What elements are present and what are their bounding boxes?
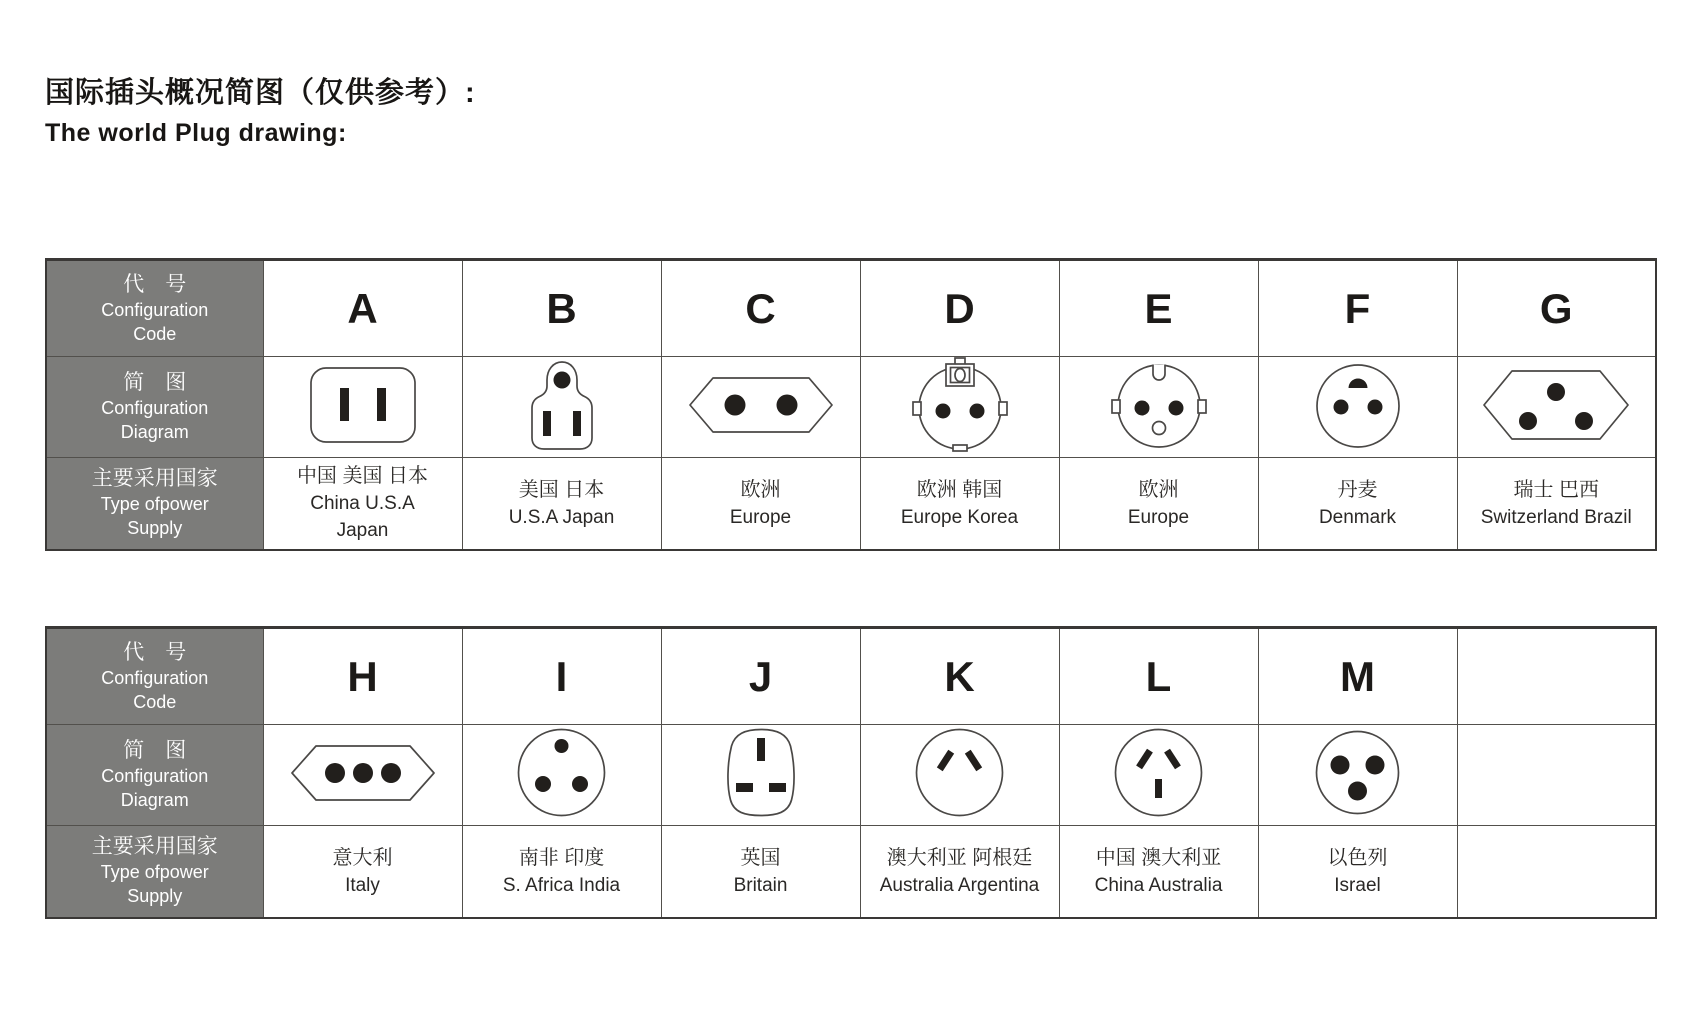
row-header-code-zh: 代 号 [123,272,187,296]
page-title-zh: 国际插头概况简图（仅供参考）: [45,77,476,109]
code-cell-h: H [263,628,462,725]
row-header-diagram-en2: Diagram [120,422,189,442]
page-title-en: The world Plug drawing: [45,119,347,147]
supply-en: Israel [1334,874,1381,896]
row-header-diagram-en2: Diagram [120,790,189,810]
supply-en: Europe [1127,506,1190,528]
plug-type-b-icon [522,359,602,451]
supply-cell-c [661,458,860,550]
supply-en: China Australia [1094,874,1223,896]
supply-cell-m [1258,826,1457,918]
row-header-code [46,260,263,357]
row-header-code [46,628,263,725]
supply-en: Europe [729,506,792,528]
supply-cell-l [1059,826,1258,918]
supply-cell-h [263,826,462,918]
supply-zh: 意大利 [332,846,393,869]
diagram-cell-h [263,725,462,826]
row-header-diagram [46,725,263,826]
supply-cell-e [1059,458,1258,550]
supply-zh: 瑞士 巴西 [1513,478,1600,501]
diagram-cell-i [462,725,661,826]
supply-zh: 中国 澳大利亚 [1095,846,1222,869]
row-header-diagram [46,357,263,458]
supply-zh: 以色列 [1327,846,1388,869]
supply-zh: 欧洲 [740,478,781,501]
code-cell-k: K [860,628,1059,725]
supply-zh: 中国 美国 日本 [296,465,429,488]
code-cell-a: A [263,260,462,357]
diagram-cell-l [1059,725,1258,826]
plug-type-m-icon [1310,725,1405,820]
row-header-supply-en2: Supply [127,886,183,907]
supply-cell-f [1258,458,1457,550]
plug-type-h-icon [287,741,439,805]
plug-type-c-icon [685,373,837,437]
row-header-diagram-en1: Configuration [101,398,209,418]
plug-table-upper [45,258,1657,551]
diagram-cell-k [860,725,1059,826]
supply-en: U.S.A Japan [508,506,615,528]
supply-cell-empty [1457,826,1656,918]
diagram-cell-m [1258,725,1457,826]
supply-en: Australia Argentina [879,874,1040,896]
diagram-cell-a [263,357,462,458]
supply-cell-a [263,458,462,550]
supply-en: S. Africa India [502,874,621,896]
code-cell-f: F [1258,260,1457,357]
diagram-cell-empty [1457,725,1656,826]
supply-zh: 欧洲 韩国 [916,478,1003,501]
row-header-diagram-zh: 简 图 [123,371,187,394]
row-header-supply-en2: Supply [127,518,183,539]
diagram-cell-j [661,725,860,826]
diagram-cell-d [860,357,1059,458]
plug-table-lower [45,626,1657,919]
code-cell-i: I [462,628,661,725]
supply-cell-k [860,826,1059,918]
diagram-cell-c [661,357,860,458]
plug-type-l-icon [1111,725,1206,820]
diagram-cell-g [1457,357,1656,458]
supply-zh: 美国 日本 [518,478,605,501]
code-cell-g: G [1457,260,1656,357]
plug-type-f-icon [1310,357,1406,452]
supply-en: Europe Korea [900,506,1019,528]
row-header-supply [46,458,263,550]
row-header-supply [46,826,263,918]
supply-cell-g [1457,458,1656,550]
plug-type-i-icon [514,725,609,820]
plug-type-a-icon [307,364,419,446]
code-cell-d: D [860,260,1059,357]
diagram-cell-e [1059,357,1258,458]
supply-cell-i [462,826,661,918]
page-title [45,70,476,148]
supply-cell-d [860,458,1059,550]
row-header-code-en2: Code [133,323,177,344]
plug-type-j-icon [717,726,805,819]
row-header-diagram-en1: Configuration [101,766,209,786]
supply-zh: 英国 [740,846,781,869]
code-cell-e: E [1059,260,1258,357]
supply-en: China U.S.A [310,493,415,515]
code-cell-j: J [661,628,860,725]
supply-en: Denmark [1318,506,1397,528]
row-header-code-zh: 代 号 [123,640,187,664]
row-header-supply-en1: Type ofpower [100,862,209,883]
diagram-cell-b [462,357,661,458]
supply-zh: 澳大利亚 阿根廷 [886,846,1033,869]
supply-zh: 丹麦 [1337,478,1378,501]
supply-en: Britain [733,874,788,896]
row-header-supply-zh: 主要采用国家 [91,467,218,491]
supply-zh: 欧洲 [1138,478,1179,501]
row-header-code-en1: Configuration [101,667,209,688]
plug-type-d-icon [909,357,1011,452]
plug-type-e-icon [1108,357,1210,452]
code-cell-l: L [1059,628,1258,725]
supply-en-line2: Japan [336,520,389,542]
row-header-code-en2: Code [133,691,177,712]
supply-en: Italy [345,874,380,896]
diagram-cell-f [1258,357,1457,458]
supply-zh: 南非 印度 [518,846,605,869]
supply-cell-j [661,826,860,918]
row-header-diagram-zh: 简 图 [123,739,187,762]
code-cell-empty [1457,628,1656,725]
code-cell-m: M [1258,628,1457,725]
row-header-code-en1: Configuration [101,299,209,320]
code-cell-b: B [462,260,661,357]
supply-cell-b [462,458,661,550]
row-header-supply-en1: Type ofpower [100,494,209,515]
plug-type-k-icon [912,725,1007,820]
supply-en: Switzerland Brazil [1480,506,1632,528]
code-cell-c: C [661,260,860,357]
plug-type-g-icon [1478,365,1634,445]
row-header-supply-zh: 主要采用国家 [91,835,218,859]
